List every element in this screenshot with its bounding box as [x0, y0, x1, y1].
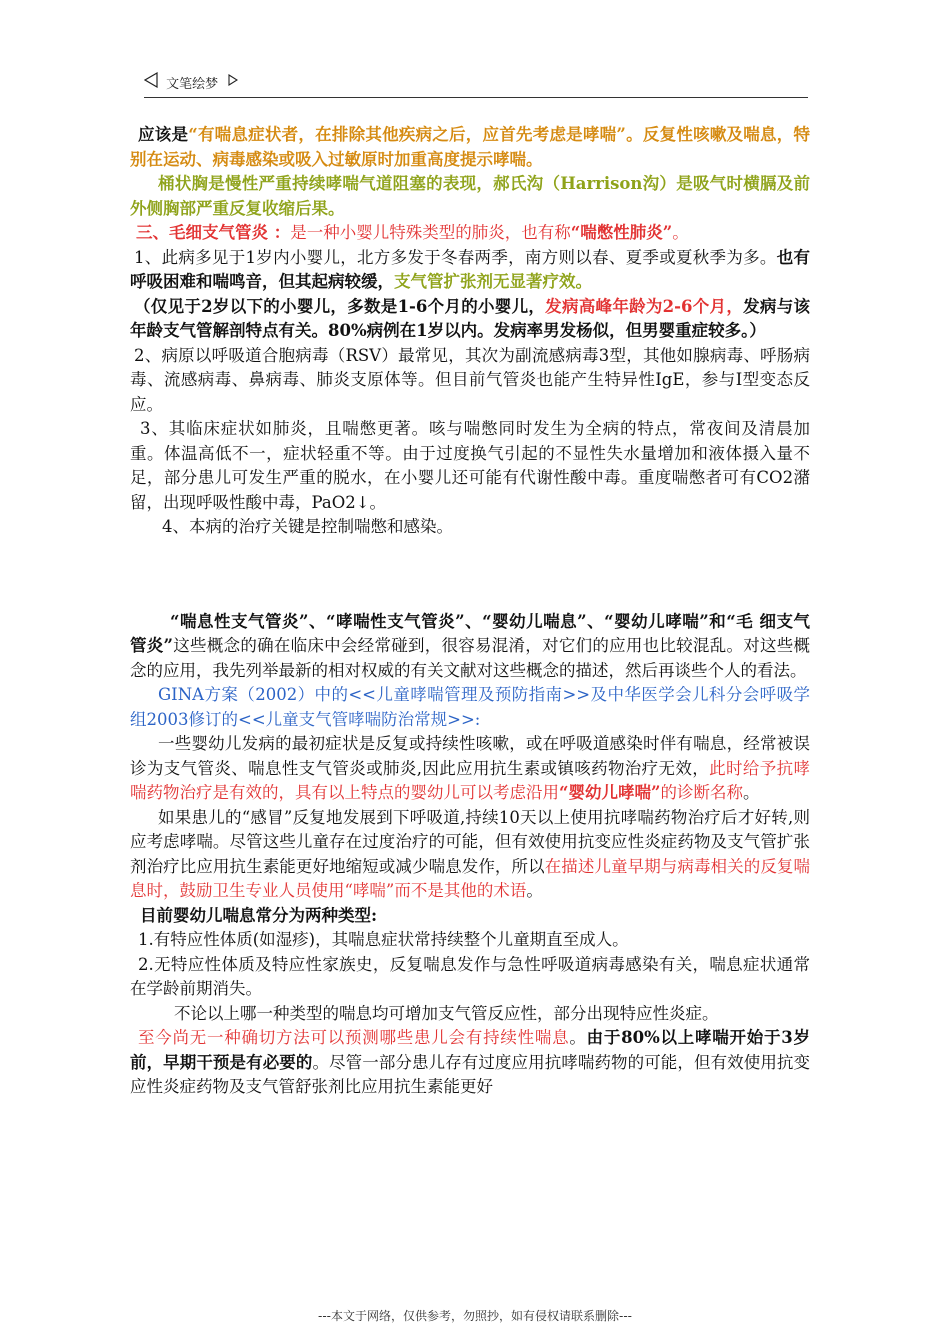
left-triangle-icon	[144, 72, 158, 92]
paragraph	[130, 806, 810, 904]
text-run: “有喘息症状者，在排除其他疾病之后，应首先考虑是哮喘”	[188, 125, 626, 144]
text-run: 。	[672, 223, 689, 242]
text-run: 至今尚无一种确切方法可以预测哪些患儿会有持续性喘息	[138, 1028, 570, 1047]
text-run: 发病与该年龄支气管解剖特点有关。80%病例在1岁以内。发病率男发杨似，但男婴重症较多。）	[130, 296, 811, 340]
text-run: 是一种小婴儿特殊类型的肺炎，也有称	[290, 223, 571, 242]
text-run: “喘息性支气管炎”、“哮喘性支气管炎”、“婴幼儿喘息”、“婴幼儿哮喘”和“毛 细支气 管炎”	[130, 611, 810, 655]
paragraph	[130, 610, 810, 684]
paragraph	[130, 953, 810, 1002]
text-run: 也有呼吸困难和喘鸣音，但其起病较缓，	[130, 247, 811, 291]
text-run: 2、病原以呼吸道合胞病毒（RSV）最常见，其次为副流感病毒3型，其他如腺病毒、呼肠病毒、流感病毒、鼻病毒、肺炎支原体等。但目前气管炎也能产生特异性IgE，参与Ⅰ型变态反应。	[130, 345, 810, 414]
text-run: 此时给予抗哮喘药物治疗是有效的，具有以上特点的婴幼儿可以考虑沿用	[130, 758, 811, 802]
text-run: 2.无特应性体质及特应性家族史，反复喘息发作与急性呼吸道病毒感染有关，喘息症状通常在学龄前期消失。	[130, 954, 810, 998]
text-run: 一些婴幼儿发病的最初症状是反复或持续性咳嗽，或在呼吸道感染时伴有喘息，经常被误诊为支气管炎、喘息性支气管炎或肺炎,因此应用抗生素或镇咳药物治疗无效，	[130, 734, 810, 778]
text-run: 应该是	[138, 125, 189, 144]
text-run: 发病高峰年龄为2-6个月，	[545, 296, 744, 316]
text-run: 由于80%以上哮喘开始于3岁前，早期干预是有必要的	[130, 1028, 811, 1072]
text-run: 。	[526, 881, 543, 900]
text-run: 桶状胸是	[158, 174, 226, 193]
paragraph	[130, 1026, 810, 1100]
text-run: 的诊断名称	[660, 783, 743, 802]
page-footer: ---本文于网络，仅供参考，勿照抄，如有侵权请联系删除---	[318, 1309, 632, 1323]
paragraph	[130, 732, 810, 806]
text-run: “喘憋性肺炎”	[570, 223, 673, 242]
paragraph	[130, 344, 810, 418]
text-run: 。	[742, 783, 760, 802]
text-run: 1、此病多见于1岁内小婴儿，北方多发于冬春两季，南方则以春、夏季或夏秋季为多。	[134, 247, 777, 267]
text-run: 如果患儿的“感冒”反复地发展到下呼吸道,持续10天以上使用抗哮喘药物治疗后才好转,则应考虑哮喘。尽管这些儿童存在过度治疗的可能，但有效使用抗变应性炎症药物及支气管扩张剂治疗比应用抗生素能更好地缩短或减少喘息发作，所以	[130, 807, 810, 876]
paragraph	[130, 172, 810, 221]
paragraph	[130, 246, 810, 295]
text-run: 4、本病的治疗关键是控制喘憋和感染。	[162, 517, 453, 536]
paragraph	[130, 123, 810, 172]
text-run: 。	[569, 1028, 587, 1047]
text-run: （仅见于2岁以下的小婴儿，多数是1-6个月的小婴儿，	[134, 296, 546, 316]
paragraph	[130, 417, 810, 515]
text-run: 三、毛细支气管炎 ：	[136, 223, 291, 242]
page-header	[144, 72, 808, 98]
text-run: 目前婴幼儿喘息常分为两种类型:	[140, 905, 378, 925]
text-run: “婴幼儿哮喘”	[559, 783, 661, 802]
document-body	[130, 123, 810, 1100]
paragraph	[130, 683, 810, 732]
text-run: 在描述儿童早期与病毒相关的反复喘息时，鼓励卫生专业人员使用“哮喘”而不是其他的术语	[130, 856, 811, 900]
paragraph	[130, 515, 810, 540]
text-run: ，郝氏沟（Harrison沟）是	[476, 174, 693, 193]
text-run: 这些概念的确在临床中会经常碰到，很容易混淆，对它们的应用也比较混乱。对这些概念的应用，我先列举最新的相对权威的有关文献对这些概念的描述，然后再谈些个人的看法。	[130, 636, 811, 680]
paragraph	[130, 904, 810, 929]
text-run: 。尽管一部分患儿存有过度应用抗哮喘药物的可能，但有效使用抗变应性炎症药物及支气管舒张剂比应用抗生素能更好	[130, 1052, 811, 1096]
text-run: GINA方案（2002）中的<<儿童哮喘管理及预防指南>>及中华医学会儿科分会呼吸学组2003修订的<<儿童支气管哮喘防治常规>>:	[130, 685, 810, 729]
header-rule	[144, 97, 808, 98]
right-triangle-icon	[228, 74, 238, 90]
paragraph	[130, 295, 810, 344]
text-run: 吸气时横膈及前外侧胸部严重反复收缩后果。	[130, 174, 810, 218]
text-run: 支气管扩张剂无显著疗效。	[394, 272, 592, 291]
paragraph	[130, 221, 810, 246]
text-run: 1.有特应性体质(如湿疹)，其喘息症状常持续整个儿童期直至成人。	[138, 930, 629, 949]
text-run: 不论以上哪一种类型的喘息均可增加支气管反应性，部分出现特应性炎症。	[174, 1003, 719, 1023]
paragraph	[130, 1002, 810, 1027]
paragraph	[130, 928, 810, 953]
header-brand: 文笔绘梦	[166, 76, 219, 92]
text-run: 3、其临床症状如肺炎，且喘憋更著。咳与喘憋同时发生为全病的特点，常夜间及清晨加重。体温高低不一，症状轻重不等。由于过度换气引起的不显性失水量增加和液体摄入量不足，部分患儿可发生严重的脱水，在小婴儿还可能有代谢性酸中毒。重度喘憋者可有CO2潴留，出现呼吸性酸中毒，PaO2↓。	[130, 419, 810, 512]
text-run: 。反复性咳嗽及喘息，特别在运动、病毒感染或吸入过敏原时加重高度提示哮喘。	[130, 125, 811, 169]
text-run: 慢性严重持续哮喘气道阻塞的表现	[225, 174, 477, 193]
